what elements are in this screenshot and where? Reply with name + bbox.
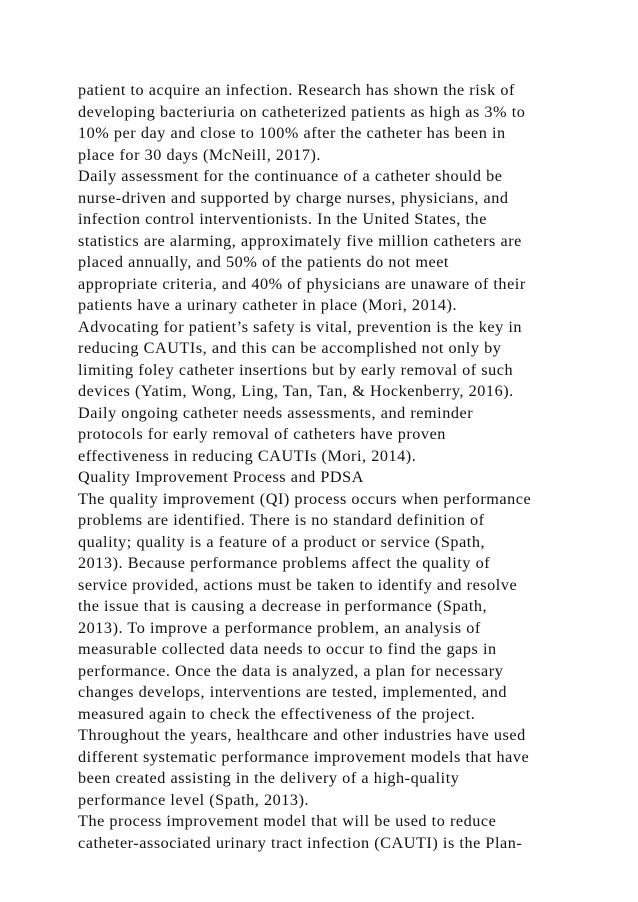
text-line: performance. Once the data is analyzed, a plan for necessary bbox=[78, 661, 504, 680]
text-line: measured again to check the effectiveness of the project. bbox=[78, 704, 476, 723]
text-line: service provided, actions must be taken to identify and resolve bbox=[78, 575, 518, 594]
document-page bbox=[78, 80, 618, 854]
text-line: nurse-driven and supported by charge nurses, physicians, and bbox=[78, 188, 509, 207]
text-line: appropriate criteria, and 40% of physicians are unaware of their bbox=[78, 274, 526, 293]
text-line: performance level (Spath, 2013). bbox=[78, 790, 310, 809]
text-line: developing bacteriuria on catheterized patients as high as 3% to bbox=[78, 102, 526, 121]
text-line: different systematic performance improvement models that have bbox=[78, 747, 530, 766]
text-line: reducing CAUTIs, and this can be accomplished not only by bbox=[78, 339, 502, 357]
text-line: patient to acquire an infection. Research has shown the risk of bbox=[78, 81, 515, 99]
text-line: place for 30 days (McNeill, 2017). bbox=[78, 145, 322, 164]
text-line: The quality improvement (QI) process occurs when performance bbox=[78, 489, 532, 508]
text-line: 10% per day and close to 100% after the catheter has been in bbox=[78, 124, 506, 142]
text-line: changes develops, interventions are tested, implemented, and bbox=[78, 683, 508, 701]
text-line: placed annually, and 50% of the patients do not meet bbox=[78, 253, 449, 271]
text-line: Throughout the years, healthcare and other industries have used bbox=[78, 726, 526, 744]
text-line: Daily ongoing catheter needs assessments, and reminder bbox=[78, 403, 474, 422]
text-line: quality; quality is a feature of a product or service (Spath, bbox=[78, 532, 486, 551]
text-line: problems are identified. There is no standard definition of bbox=[78, 511, 485, 529]
text-line: Advocating for patient’s safety is vital, prevention is the key in bbox=[78, 317, 523, 336]
text-line: limiting foley catheter insertions but by early removal of such bbox=[78, 360, 514, 379]
text-line: 2013). Because performance problems affect the quality of bbox=[78, 554, 491, 572]
text-line: been created assisting in the delivery of a high-quality bbox=[78, 769, 460, 787]
text-line: the issue that is causing a decrease in performance (Spath, bbox=[78, 597, 488, 615]
text-line: 2013). To improve a performance problem, an analysis of bbox=[78, 618, 481, 637]
section-heading: Quality Improvement Process and PDSA bbox=[78, 468, 364, 486]
text-line: The process improvement model that will be used to reduce bbox=[78, 812, 497, 830]
text-line: measurable collected data needs to occur to find the gaps in bbox=[78, 640, 497, 658]
text-line: statistics are alarming, approximately five million catheters are bbox=[78, 231, 522, 250]
text-line: patients have a urinary catheter in place (Mori, 2014). bbox=[78, 296, 458, 314]
text-line: infection control interventionists. In the United States, the bbox=[78, 210, 487, 228]
text-line: Daily assessment for the continuance of a catheter should be bbox=[78, 167, 503, 185]
text-line: devices (Yatim, Wong, Ling, Tan, Tan, & Hockenberry, 2016). bbox=[78, 382, 514, 400]
text-line: effectiveness in reducing CAUTIs (Mori, 2014). bbox=[78, 446, 417, 465]
text-line: protocols for early removal of catheters have proven bbox=[78, 425, 446, 443]
text-line: catheter-associated urinary tract infection (CAUTI) is the Plan- bbox=[78, 833, 523, 852]
